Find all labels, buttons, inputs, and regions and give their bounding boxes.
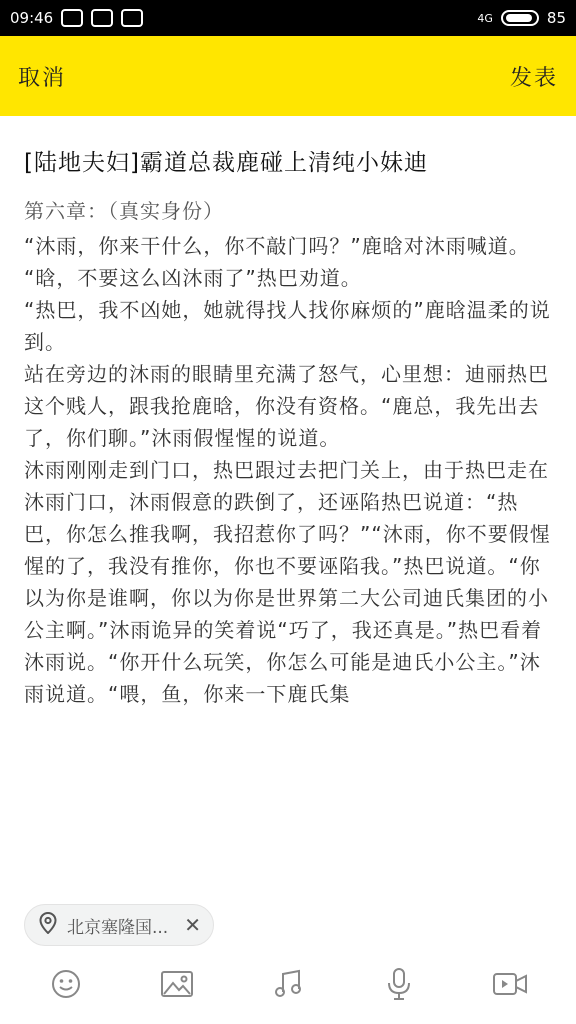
microphone-icon [385, 967, 413, 1005]
status-right [477, 9, 566, 27]
location-label: 北京塞隆国... [67, 917, 169, 938]
chapter-heading: 第六章：（真实身份） [24, 199, 224, 223]
post-paragraph: “热巴，我不凶她，她就得找人找你麻烦的”鹿晗温柔的说到。 [24, 298, 551, 354]
location-pin-icon [39, 912, 57, 939]
notification-icon-2 [91, 9, 113, 27]
post-paragraph: 站在旁边的沐雨的眼睛里充满了怒气，心里想：迪丽热巴这个贱人，跟我抢鹿晗，你没有资格。“鹿总，我先出去了，你们聊。”沐雨假惺惺的说道。 [24, 362, 549, 450]
video-icon [492, 970, 528, 1002]
status-bar [0, 0, 576, 36]
publish-button[interactable]: 发表 [509, 65, 558, 91]
notification-icon-3 [121, 9, 143, 27]
music-button[interactable] [268, 966, 308, 1006]
notification-icon [61, 9, 83, 27]
video-button[interactable] [490, 966, 530, 1006]
battery-icon [501, 10, 539, 26]
post-paragraph: “晗，不要这么凶沐雨了”热巴劝道。 [24, 266, 362, 290]
location-tag[interactable] [24, 904, 214, 946]
compose-header [0, 36, 576, 116]
status-time: 09:46 [10, 9, 54, 27]
post-paragraph: 沐雨刚刚走到门口，热巴跟过去把门关上，由于热巴走在沐雨门口，沐雨假意的跌倒了，还诬陷热巴说道：“热巴，你怎么推我啊，我招惹你了吗？”“沐雨，你不要假惺惺的了，我没有推你，你也不要诬陷我。”热巴说道。“你以为你是谁啊，你以为你是世界第二大公司迪氏集团的小公主啊。”沐雨诡异的笑着说“巧了，我还真是。”热巴看着沐雨说。“你开什么玩笑，你怎么可能是迪氏小公主。”沐雨说道。“喂，鱼，你来一下鹿氏集 [24, 458, 551, 706]
emoji-button[interactable] [46, 966, 86, 1006]
emoji-icon [50, 968, 82, 1004]
post-editor[interactable] [0, 116, 576, 916]
post-paragraph: “沐雨，你来干什么，你不敲门吗？”鹿晗对沐雨喊道。 [24, 234, 530, 258]
music-icon [273, 968, 303, 1004]
close-icon[interactable]: ✕ [184, 913, 201, 937]
image-button[interactable] [157, 966, 197, 1006]
cancel-button[interactable]: 取消 [18, 65, 67, 91]
post-title[interactable]: [陆地夫妇]霸道总裁鹿碰上清纯小妹迪 [24, 150, 428, 176]
battery-level: 85 [546, 9, 566, 27]
network-indicator: 4G [477, 11, 493, 25]
compose-toolbar [0, 956, 576, 1016]
status-left [10, 9, 143, 27]
image-icon [160, 969, 194, 1003]
voice-button[interactable] [379, 966, 419, 1006]
